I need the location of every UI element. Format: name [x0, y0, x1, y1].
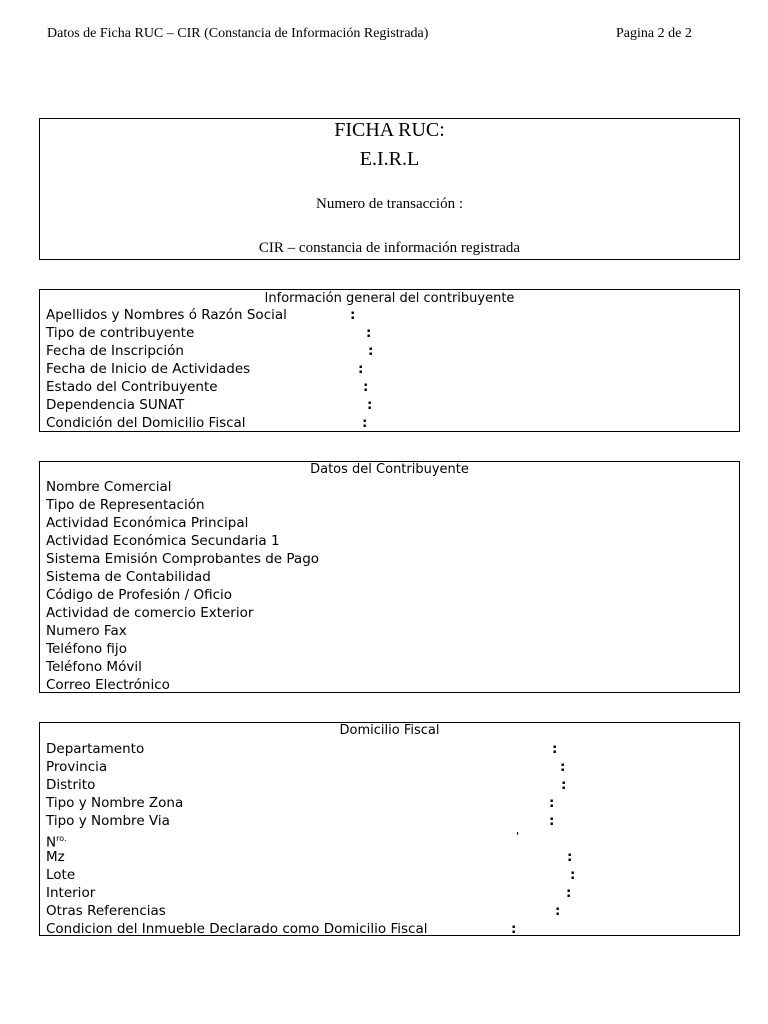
company-type: E.I.R.L: [359, 148, 420, 170]
field-label: Tipo de Representación: [46, 497, 205, 513]
document-title: FICHA RUC:: [334, 119, 445, 141]
field-colon: :: [363, 379, 369, 395]
field-colon: :: [560, 759, 566, 775]
field-label: Interior: [46, 885, 96, 901]
field-colon: :: [350, 307, 356, 323]
page-header-title: Datos de Ficha RUC – CIR (Constancia de Información Registrada): [47, 26, 429, 41]
cir-label: CIR – constancia de información registrada: [258, 240, 521, 256]
field-label: Dependencia SUNAT: [46, 397, 185, 413]
field-label: Código de Profesión / Oficio: [46, 587, 233, 603]
fiscal-address-section: [39, 722, 740, 936]
field-label: Actividad de comercio Exterior: [46, 605, 254, 621]
field-label: Numero Fax: [46, 623, 127, 639]
field-colon: :: [368, 343, 374, 359]
field-label: Fecha de Inicio de Actividades: [46, 361, 251, 377]
field-colon: :: [567, 849, 573, 865]
field-label: Tipo y Nombre Via: [46, 813, 170, 829]
field-label: Lote: [46, 867, 76, 883]
taxpayer-data-section: [39, 461, 740, 693]
field-mark: ': [516, 831, 520, 842]
page-number: Pagina 2 de 2: [616, 26, 692, 41]
field-colon: :: [367, 397, 373, 413]
field-colon: :: [549, 795, 555, 811]
field-label: Nombre Comercial: [46, 479, 172, 495]
general-info-section: [39, 289, 740, 432]
field-label: Fecha de Inscripción: [46, 343, 184, 359]
field-label: Apellidos y Nombres ó Razón Social: [46, 307, 287, 323]
field-label: Condicion del Inmueble Declarado como Domicilio Fiscal: [46, 921, 428, 937]
field-colon: :: [555, 903, 561, 919]
field-colon: :: [366, 325, 372, 341]
field-colon: :: [511, 921, 517, 937]
field-label: Actividad Económica Principal: [46, 515, 249, 531]
field-label: Tipo de contribuyente: [46, 325, 195, 341]
field-label: Condición del Domicilio Fiscal: [46, 415, 246, 431]
section-heading: Información general del contribuyente: [264, 291, 515, 306]
section-heading: Datos del Contribuyente: [310, 462, 469, 477]
field-label: Departamento: [46, 741, 145, 757]
field-colon: :: [362, 415, 368, 431]
field-label: Teléfono Móvil: [46, 659, 142, 675]
field-label: Actividad Económica Secundaria 1: [46, 533, 280, 549]
field-colon: :: [566, 885, 572, 901]
transaction-number-label: Numero de transacción :: [315, 196, 464, 212]
field-label: Sistema de Contabilidad: [46, 569, 211, 585]
field-colon: :: [358, 361, 364, 377]
field-colon: :: [570, 867, 576, 883]
number-superscript: ro.: [56, 834, 67, 843]
field-label: Tipo y Nombre Zona: [46, 795, 184, 811]
field-label: Otras Referencias: [46, 903, 166, 919]
field-colon: :: [549, 813, 555, 829]
field-colon: :: [561, 777, 567, 793]
field-label: Sistema Emisión Comprobantes de Pago: [46, 551, 320, 567]
field-label: Distrito: [46, 777, 96, 793]
field-label: Estado del Contribuyente: [46, 379, 218, 395]
field-label: Correo Electrónico: [46, 677, 170, 693]
field-label: Mz: [46, 849, 65, 865]
field-label: Teléfono fijo: [46, 641, 127, 657]
number-label: N: [46, 834, 57, 851]
field-colon: :: [552, 741, 558, 757]
ficha-title-box: [39, 118, 740, 260]
field-label: Provincia: [46, 759, 108, 775]
section-heading: Domicilio Fiscal: [339, 723, 440, 738]
